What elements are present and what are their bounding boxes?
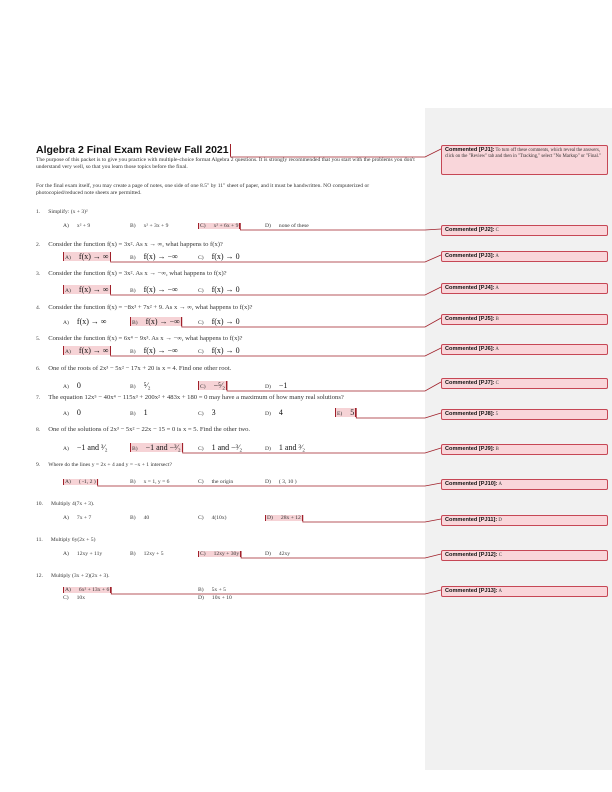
option-value: 4(10x) [211,515,227,521]
comment-balloon[interactable] [441,378,608,389]
comments-pane [425,108,612,770]
answer-option[interactable] [63,408,81,417]
answer-option[interactable] [130,317,182,326]
question-number: 3. [36,271,41,277]
question-prompt: Consider the function f(x) = 6x⁴ − 9x³. As x → −∞, what happens to f(x)? [48,335,243,342]
comment-author-label: Commented [PJ6]: [445,346,495,352]
answer-option[interactable] [198,595,232,601]
comment-author-label: Commented [PJ12]: [445,552,498,558]
question-number: 10. [36,501,43,507]
comment-connector-line [303,515,441,522]
answer-option[interactable] [63,479,98,485]
question-number: 2. [36,242,41,248]
question-number: 12. [36,573,43,579]
option-label: A) [63,551,69,557]
comment-balloon[interactable] [441,586,608,597]
answer-option[interactable] [63,551,102,557]
comment-connector-line [227,381,441,391]
answer-option[interactable] [63,381,81,390]
answer-option[interactable] [198,443,242,452]
comment-balloon[interactable] [441,409,608,420]
option-value: 7x + 7 [76,515,92,521]
option-label: B) [130,479,136,485]
answer-option[interactable] [265,408,283,417]
comment-text: A [497,482,502,487]
option-value: 28x + 12 [280,515,301,521]
question-prompt: The equation 12x⁵ − 40x⁴ − 115x³ + 200x² + 483x + 180 = 0 may have a maximum of how many real solutions? [48,394,344,401]
question-prompt: Multiply 4(7x + 3). [51,501,95,507]
answer-option[interactable] [198,252,240,261]
question-number: 1. [36,209,41,215]
question-number: 6. [36,366,41,372]
question-number: 8. [36,427,41,433]
option-label: E) [337,411,343,417]
answer-option[interactable] [130,223,168,229]
question-text [36,537,95,543]
comment-balloon[interactable] [441,479,608,490]
answer-option[interactable] [130,479,169,485]
question-prompt: Consider the function f(x) = 3x². As x → ∞, what happens to f(x)? [48,241,223,248]
comment-text: A [494,347,499,352]
option-value: f(x) → −∞ [145,317,180,326]
comment-text: 5 [494,412,499,417]
option-value: 12xy + 5 [143,551,164,557]
answer-option[interactable] [63,587,111,593]
option-value: 1 and −³⁄₂ [211,443,243,452]
option-label: B) [130,411,136,417]
option-value: f(x) → ∞ [76,317,107,326]
option-value: x = 1, y = 6 [143,479,170,485]
option-value: 10x + 10 [211,595,232,601]
option-label: C) [198,446,204,452]
option-label: C) [198,255,204,261]
option-value: ( 3, 10 ) [278,479,297,485]
answer-option[interactable] [265,479,297,485]
option-label: B) [130,515,136,521]
option-value: −1 and −³⁄₂ [145,443,181,452]
option-value: 6x² + 13x + 6 [78,587,110,593]
question-number: 4. [36,305,41,311]
option-value: f(x) → 0 [211,346,240,355]
question-text [36,209,88,215]
answer-option[interactable] [63,443,108,452]
question-prompt: One of the solutions of 2x³ − 5x² − 22x − 15 = 0 is x = 5. Find the other two. [48,426,251,433]
question-number: 11. [36,537,43,543]
comment-author-label: Commented [PJ13]: [445,588,498,594]
comment-text: A [494,286,499,291]
option-value: 1 [143,408,148,417]
option-label: D) [265,446,271,452]
option-label: A) [63,446,69,452]
answer-option[interactable] [265,223,309,229]
option-value: 4 [278,408,283,417]
question-prompt: Multiply (3x + 2)(2x + 3). [51,573,110,579]
option-value: f(x) → 0 [211,252,240,261]
answer-option[interactable] [198,285,240,294]
option-value: f(x) → ∞ [78,252,109,261]
answer-option[interactable] [198,587,226,593]
answer-option[interactable] [130,381,151,390]
comment-balloon[interactable] [441,515,608,526]
answer-option[interactable] [198,551,241,557]
comment-author-label: Commented [PJ4]: [445,285,495,291]
answer-option[interactable] [63,346,111,355]
option-label: C) [198,479,204,485]
option-label: C) [198,411,204,417]
option-label: B) [130,288,136,294]
comment-balloon[interactable] [441,550,608,561]
option-value: x² + 9 [76,223,91,229]
option-label: A) [63,515,69,521]
question-text [36,394,344,401]
question-text [36,304,252,311]
option-label: A) [65,479,71,485]
question-prompt: Simplify: (x + 3)² [48,209,88,215]
option-label: D) [265,411,271,417]
comment-text: To turn off these comments, which reveal the answers, click on the "Review" tab and then in "Tracking," select "No Markup" or "Final." [445,148,602,159]
option-label: B) [198,587,204,593]
option-label: D) [265,551,271,557]
option-value: −1 [278,381,288,390]
option-label: A) [65,587,71,593]
question-text [36,501,94,507]
option-label: B) [132,446,138,452]
question-text [36,462,172,468]
answer-option[interactable] [198,381,227,390]
comment-author-label: Commented [PJ1]: [445,147,495,153]
option-value: 42xy [278,551,291,557]
option-label: A) [65,349,71,355]
answer-option[interactable] [63,515,91,521]
comment-author-label: Commented [PJ3]: [445,253,495,259]
option-value: −⁵⁄₂ [213,381,226,390]
comment-author-label: Commented [PJ10]: [445,481,498,487]
answer-option[interactable] [130,551,164,557]
option-value: ⁵⁄₂ [143,381,151,390]
question-number: 7. [36,395,41,401]
option-value: 12xy + 11y [76,551,103,557]
answer-option[interactable] [63,595,85,601]
option-label: B) [132,320,138,326]
comment-text: B [494,447,499,452]
comment-balloon[interactable] [441,283,608,294]
option-label: B) [130,223,136,229]
comment-balloon[interactable] [441,145,608,175]
option-label: A) [63,411,69,417]
option-label: A) [63,384,69,390]
question-text [36,270,227,277]
question-text [36,365,231,372]
comment-author-label: Commented [PJ7]: [445,380,495,386]
option-label: C) [198,320,204,326]
comment-author-label: Commented [PJ11]: [445,517,498,523]
option-value: f(x) → −∞ [143,252,178,261]
option-label: C) [198,288,204,294]
answer-option[interactable] [335,408,356,417]
option-label: C) [200,551,206,557]
option-value: 12xy + 30y [213,551,240,557]
comment-balloon[interactable] [441,251,608,262]
option-label: B) [130,384,136,390]
option-label: A) [65,255,71,261]
comment-connector-line [111,587,441,594]
answer-option[interactable] [198,515,227,521]
comment-text: C [494,228,499,233]
comment-balloon[interactable] [441,225,608,236]
option-label: C) [198,515,204,521]
option-label: C) [200,223,206,229]
question-prompt: Consider the function f(x) = −8x³ + 7x² + 9. As x → ∞, what happens to f(x)? [48,304,253,311]
comment-balloon[interactable] [441,444,608,455]
option-value: 10x [76,595,85,601]
option-value: f(x) → 0 [211,285,240,294]
intro-paragraph: The purpose of this packet is to give you practice with multiple-choice format Algebra 2 questions. It is strongly recommended that you start with the problems you don't understand very well, so that you learn those topics before the final. [36,157,415,170]
comment-balloon[interactable] [441,344,608,355]
comment-balloon[interactable] [441,314,608,325]
option-label: B) [130,255,136,261]
option-value: 3 [211,408,216,417]
option-label: C) [200,384,206,390]
question-prompt: One of the roots of 2x³ − 5x² − 17x + 20 is x = 4. Find one other root. [48,365,232,372]
answer-option[interactable] [198,223,240,229]
answer-option[interactable] [130,443,183,452]
option-label: B) [130,349,136,355]
comment-text: D [497,518,502,523]
option-value: x² + 6x + 9 [213,223,239,229]
option-value: 0 [76,381,81,390]
comment-author-label: Commented [PJ8]: [445,411,495,417]
comment-author-label: Commented [PJ2]: [445,227,495,233]
answer-option[interactable] [130,515,149,521]
question-text [36,426,250,433]
option-value: f(x) → −∞ [143,346,178,355]
option-label: D) [265,223,271,229]
answer-option[interactable] [63,317,107,326]
option-label: D) [267,515,273,521]
answer-option[interactable] [265,551,290,557]
comment-text: B [494,317,499,322]
option-label: A) [63,223,69,229]
question-text [36,573,110,579]
answer-option[interactable] [63,285,111,294]
answer-option[interactable] [130,346,178,355]
answer-option[interactable] [130,285,178,294]
option-value: f(x) → 0 [211,317,240,326]
option-label: C) [63,595,69,601]
option-label: D) [198,595,204,601]
option-value: 0 [76,408,81,417]
option-value: 1 and ³⁄₂ [278,443,305,452]
option-value: ( -1, 2 ) [78,479,96,485]
answer-option[interactable] [265,381,287,390]
option-value: f(x) → ∞ [78,285,109,294]
option-value: 40 [143,515,150,521]
comment-text: C [494,381,499,386]
option-label: D) [265,479,271,485]
answer-option[interactable] [63,223,90,229]
option-label: D) [265,384,271,390]
option-label: C) [198,349,204,355]
comment-text: A [497,589,502,594]
page-title: Algebra 2 Final Exam Review Fall 2021 [36,144,229,156]
comment-author-label: Commented [PJ9]: [445,446,495,452]
option-value: 5x + 5 [211,587,226,593]
question-text [36,335,243,342]
comment-author-label: Commented [PJ5]: [445,316,495,322]
option-label: A) [63,320,69,326]
answer-option[interactable] [265,515,303,521]
option-value: −1 and ³⁄₂ [76,443,108,452]
option-value: the origin [211,479,234,485]
option-value: none of these [278,223,309,229]
question-number: 9. [36,462,41,468]
question-prompt: Multiply 6y(2x + 5) [50,537,96,543]
answer-option[interactable] [198,346,240,355]
answer-option[interactable] [198,317,240,326]
comment-text: C [497,553,502,558]
answer-option[interactable] [198,408,216,417]
question-text [36,241,223,248]
option-value: f(x) → −∞ [143,285,178,294]
answer-option[interactable] [63,252,111,261]
answer-option[interactable] [198,479,233,485]
answer-option[interactable] [265,443,305,452]
option-label: B) [130,551,136,557]
option-value: f(x) → ∞ [78,346,109,355]
question-prompt: Consider the function f(x) = 3x². As x → −∞, what happens to f(x)? [48,270,227,277]
question-number: 5. [36,336,41,342]
answer-option[interactable] [130,252,178,261]
option-label: A) [65,288,71,294]
option-value: x² + 3x + 9 [143,223,169,229]
answer-option[interactable] [130,408,148,417]
comment-text: A [494,254,499,259]
question-prompt: Where do the lines y = 2x + 4 and y = −x + 1 intersect? [48,462,172,468]
option-value: 5 [350,408,355,417]
comment-connector-line [231,144,441,157]
notes-paragraph: For the final exam itself, you may create a page of notes, one side of one 8.5" by 11" sheet of paper, and it must be handwritten. NO computerized or photocopied/reduced note sheets are permitted. [36,183,370,196]
